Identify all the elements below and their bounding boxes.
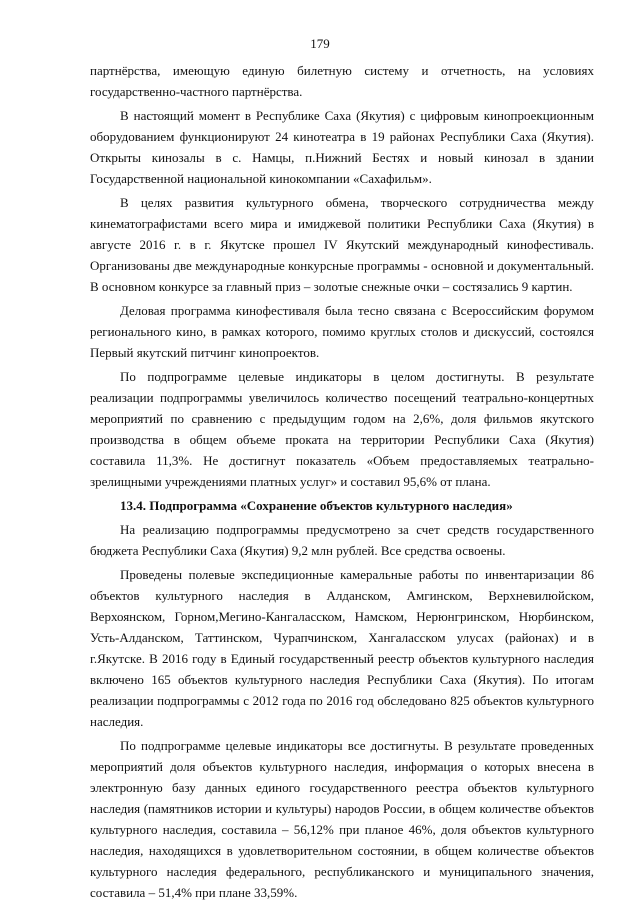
page-number: 179	[310, 36, 330, 51]
paragraph-business-program: Деловая программа кинофестиваля была тесно связана с Всероссийским форумом регионального кино, в рамках которого, помимо круглых столов и дискуссий, состоялся Первый якутский питчинг кинопроектов.	[90, 303, 594, 360]
paragraph-budget: На реализацию подпрограммы предусмотрено за счет средств государственного бюджета Республики Саха (Якутия) 9,2 млн рублей. Все средства освоены.	[90, 522, 594, 558]
page-body	[90, 60, 594, 906]
paragraph-indicators: По подпрограмме целевые индикаторы в целом достигнуты. В результате реализации подпрограммы увеличилось количество посещений театрально-концертных мероприятий по сравнению с предыдущим годом на 2,6%, доля фильмов якутского производства в общем объеме проката на территории Республики Саха (Якутия) составила 11,3%. Не достигнут показатель «Объем предоставляемых театрально-зрелищными учреждениями платных услуг» и составил 95,6% от плана.	[90, 369, 594, 489]
paragraph-continuation: партнёрства, имеющую единую билетную систему и отчетность, на условиях государственно-частного партнёрства.	[90, 63, 594, 99]
section-heading: 13.4. Подпрограмма «Сохранение объектов культурного наследия»	[120, 498, 513, 513]
paragraph-film-festival: В целях развития культурного обмена, творческого сотрудничества между кинематографистами всего мира и имиджевой политики Республики Саха (Якутия) в августе 2016 г. в г. Якутске прошел IV Якутский международный кинофестиваль. Организованы две международные конкурсные программы - основной и документальный. В основном конкурсе за главный приз – золотые снежные очки – состязались 9 картин.	[90, 195, 594, 294]
paragraph-cinemas: В настоящий момент в Республике Саха (Якутия) с цифровым кинопроекционным оборудованием функционируют 24 кинотеатра в 19 районах Республики Саха (Якутия). Открыты кинозалы в с. Намцы, п.Нижний Бестях и новый кинозал в здании Государственной национальной кинокомпании «Сахафильм».	[90, 108, 594, 186]
paragraph-field-works: Проведены полевые экспедиционные камеральные работы по инвентаризации 86 объектов культурного наследия в Алданском, Амгинском, Верхневилюйском, Верхоянском, Горном,Мегино-Кангаласском, Намском, Нерюнгринском, Нюрбинском, Усть-Алданском, Таттинском, Чурапчинском, Хангаласском улусах (районах) и в г.Якутске. В 2016 году в Единый государственный реестр объектов культурного наследия включено 165 объектов культурного наследия Республики Саха (Якутия). По итогам реализации подпрограммы с 2012 года по 2016 год обследовано 825 объектов культурного наследия.	[90, 567, 594, 729]
paragraph-heritage-indicators: По подпрограмме целевые индикаторы все достигнуты. В результате проведенных мероприятий доля объектов культурного наследия, информация о которых внесена в электронную базу данных единого государственного реестра объектов культурного наследия (памятников истории и культуры) народов России, в общем количестве объектов культурного наследия, составила – 56,12% при планое 46%, доля объектов культурного наследия, находящихся в удовлетворительном состоянии, в общем количестве объектов культурного наследия федерального, республиканского и муниципального значения, составила – 51,4% при плане 33,59%.	[90, 738, 594, 900]
